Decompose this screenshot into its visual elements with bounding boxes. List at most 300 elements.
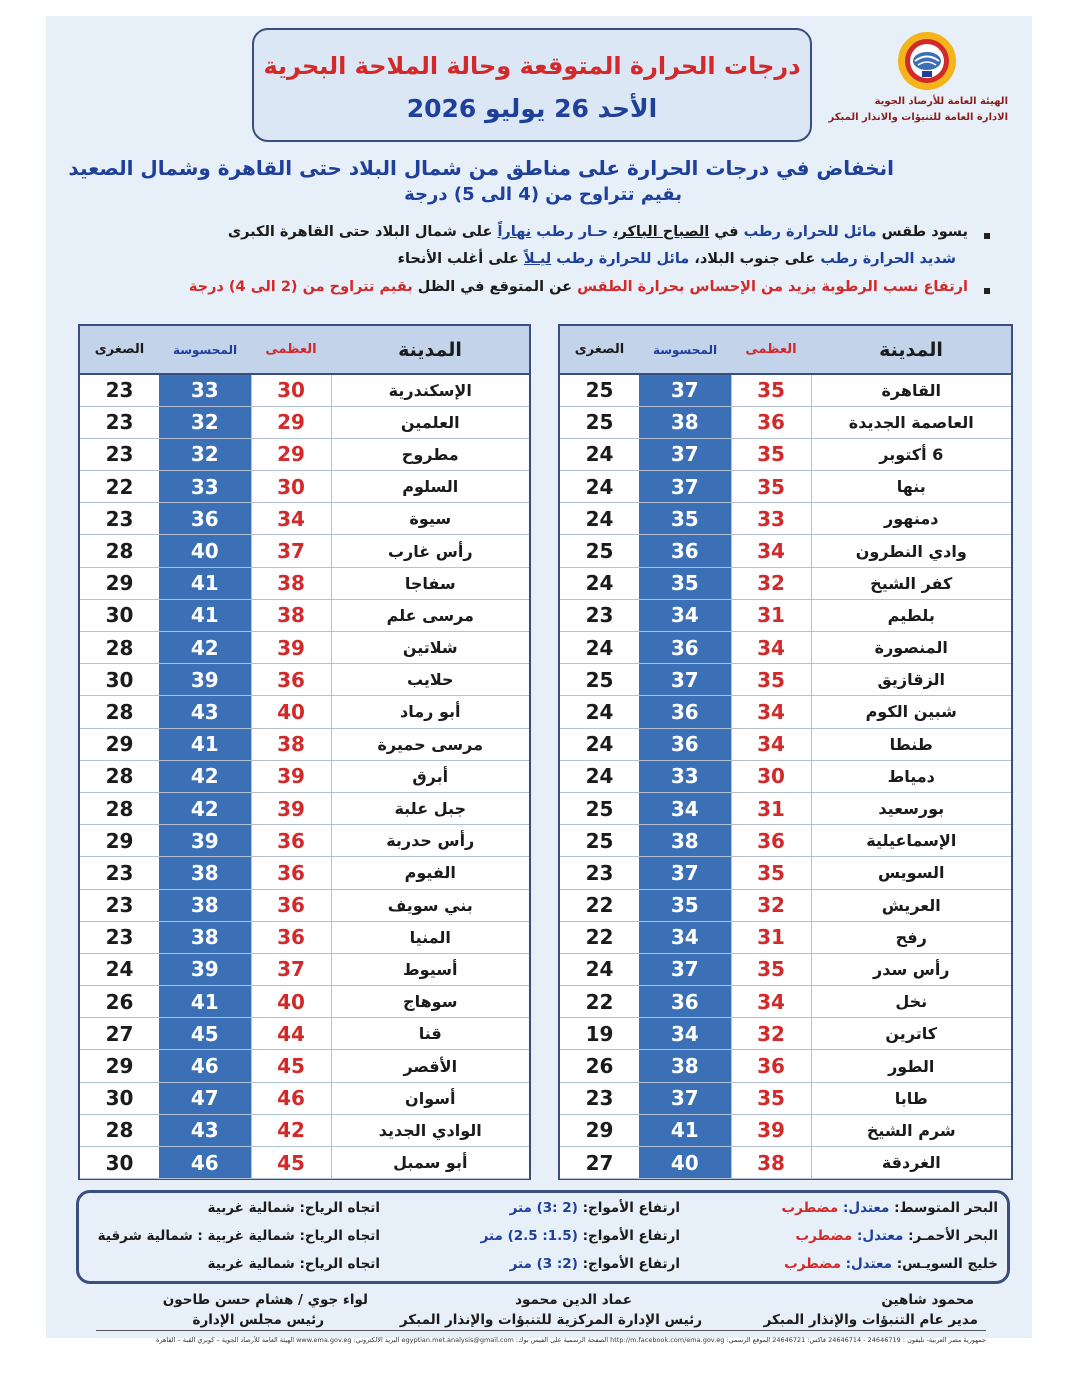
min-temp-cell: 24 [560, 503, 639, 535]
max-temp-cell: 33 [731, 503, 811, 535]
temperature-table-left [78, 324, 531, 1180]
max-temp-cell: 36 [251, 857, 331, 889]
max-temp-cell: 31 [731, 599, 811, 631]
feels-like-cell: 35 [639, 567, 731, 599]
min-temp-cell: 24 [560, 567, 639, 599]
city-cell: المنصورة [811, 632, 1011, 664]
table-row [80, 1114, 529, 1146]
min-temp-cell: 29 [560, 1114, 639, 1146]
footer-divider [96, 1330, 986, 1331]
min-temp-cell: 28 [80, 760, 159, 792]
min-temp-cell: 25 [560, 374, 639, 406]
sea-state: معتدل: [856, 1228, 904, 1244]
feels-like-cell: 36 [159, 503, 251, 535]
bullet-text: في [714, 224, 739, 240]
bullet-marker-2 [984, 288, 990, 294]
max-temp-cell: 36 [251, 825, 331, 857]
table-row [80, 471, 529, 503]
min-temp-cell: 24 [560, 760, 639, 792]
min-temp-cell: 23 [80, 503, 159, 535]
city-cell: أسوان [331, 1082, 529, 1114]
min-temp-cell: 27 [80, 1018, 159, 1050]
waves-unit: متر [509, 1200, 532, 1216]
waves-value: (2 :3) [536, 1200, 578, 1216]
min-temp-cell: 24 [560, 471, 639, 503]
table-row [560, 825, 1011, 857]
table-row [80, 599, 529, 631]
feels-like-cell: 32 [159, 438, 251, 470]
bullet-text: على جنوب البلاد، [694, 251, 816, 267]
feels-like-cell: 38 [639, 406, 731, 438]
feels-like-cell: 40 [159, 535, 251, 567]
city-cell: بلطيم [811, 599, 1011, 631]
max-temp-cell: 31 [731, 792, 811, 824]
max-temp-cell: 42 [251, 1114, 331, 1146]
max-temp-cell: 46 [251, 1082, 331, 1114]
max-temp-cell: 34 [731, 535, 811, 567]
city-cell: رفح [811, 921, 1011, 953]
feels-like-cell: 43 [159, 696, 251, 728]
sea-state: معتدل: [845, 1256, 893, 1272]
table-row [560, 1082, 1011, 1114]
city-cell: حلايب [331, 664, 529, 696]
table-row [80, 953, 529, 985]
max-temp-cell: 37 [251, 953, 331, 985]
feels-like-cell: 42 [159, 760, 251, 792]
sea-row-segment [208, 1256, 380, 1272]
table-row [560, 986, 1011, 1018]
min-temp-cell: 29 [80, 728, 159, 760]
table-row [80, 664, 529, 696]
table-row [560, 664, 1011, 696]
city-cell: الوادي الجديد [331, 1114, 529, 1146]
city-cell: السلوم [331, 471, 529, 503]
feels-like-cell: 37 [639, 374, 731, 406]
feels-like-cell: 38 [639, 825, 731, 857]
signature-3-title: رئيس مجلس الإدارة [192, 1312, 324, 1328]
max-temp-cell: 40 [251, 696, 331, 728]
max-temp-cell: 45 [251, 1147, 331, 1179]
sea-row-segment [98, 1228, 380, 1244]
waves-unit: متر [509, 1256, 532, 1272]
city-cell: أبو سمبل [331, 1147, 529, 1179]
col-header-feel: المحسوسة [639, 326, 731, 374]
footer-contact: جمهورية مصر العربية- تليفون : 24646719 - 24646714 فاكس: 24646721 الموقع الرسمي: http://m.facebook.com/ema.gov.eg الصفحة الرسمية على الفيس بوك: egyptian.met.analysis@gmail.com البريد الالكتروني: www.ema.gov.eg الهيئة العامة للأرصاد الجوية – كوبري القبة – القاهرة [155, 1336, 986, 1344]
signature-1-title: مدير عام التنبؤات والإنذار المبكر [763, 1312, 978, 1328]
table-row [80, 696, 529, 728]
bullet-text: الصباح الباكر، [612, 224, 710, 240]
wind-direction: شمالية غربية [207, 1200, 295, 1216]
col-header-city: المدينة [811, 326, 1011, 374]
bullet-text: بقيم تتراوح من (2 الى 4) درجة [188, 279, 413, 295]
table-row [80, 986, 529, 1018]
waves-value: (2: 3) [536, 1256, 578, 1272]
feels-like-cell: 34 [639, 792, 731, 824]
city-cell: الإسماعيلية [811, 825, 1011, 857]
city-cell: مطروح [331, 438, 529, 470]
max-temp-cell: 29 [251, 406, 331, 438]
max-temp-cell: 34 [731, 986, 811, 1018]
table-row [560, 406, 1011, 438]
feels-like-cell: 46 [159, 1050, 251, 1082]
city-cell: أبرق [331, 760, 529, 792]
feels-like-cell: 36 [639, 986, 731, 1018]
col-header-min: الصغرى [80, 326, 159, 374]
min-temp-cell: 29 [80, 825, 159, 857]
feels-like-cell: 35 [639, 889, 731, 921]
feels-like-cell: 34 [639, 599, 731, 631]
table-row [560, 1114, 1011, 1146]
min-temp-cell: 24 [80, 953, 159, 985]
table-body-left [80, 374, 529, 1179]
table-row [80, 632, 529, 664]
city-cell: شرم الشيخ [811, 1114, 1011, 1146]
min-temp-cell: 24 [560, 696, 639, 728]
table-header-row [80, 326, 529, 374]
max-temp-cell: 35 [731, 664, 811, 696]
max-temp-cell: 32 [731, 1018, 811, 1050]
headline-line1: انخفاض في درجات الحرارة على مناطق من شمال البلاد حتى القاهرة وشمال الصعيد [68, 156, 894, 180]
min-temp-cell: 23 [80, 374, 159, 406]
min-temp-cell: 23 [560, 599, 639, 631]
max-temp-cell: 32 [731, 889, 811, 921]
max-temp-cell: 34 [731, 632, 811, 664]
table-row [80, 406, 529, 438]
wind-label: اتجاه الرياح: [299, 1256, 380, 1272]
sea-name: البحر المتوسط: [894, 1200, 998, 1216]
max-temp-cell: 34 [731, 696, 811, 728]
sea-state-alt: مضطرب [784, 1256, 841, 1272]
signature-2-title: رئيس الإدارة المركزية للتنبؤات والإنذار المبكر [399, 1312, 702, 1328]
max-temp-cell: 38 [251, 599, 331, 631]
bullet-text: ارتفاع نسب الرطوبة يزيد من الإحساس بحرارة الطقس [577, 279, 968, 295]
sea-row-segment [510, 1200, 680, 1216]
bullet-text: مائل للحرارة رطب [556, 251, 690, 267]
feels-like-cell: 36 [639, 696, 731, 728]
bullet-text: مائل للحرارة رطب [743, 224, 877, 240]
table-row [80, 438, 529, 470]
min-temp-cell: 28 [80, 792, 159, 824]
table-row [560, 632, 1011, 664]
feels-like-cell: 34 [639, 1018, 731, 1050]
city-cell: سيوة [331, 503, 529, 535]
feels-like-cell: 42 [159, 792, 251, 824]
min-temp-cell: 25 [560, 792, 639, 824]
feels-like-cell: 38 [159, 889, 251, 921]
min-temp-cell: 30 [80, 599, 159, 631]
feels-like-cell: 37 [639, 471, 731, 503]
feels-like-cell: 36 [639, 535, 731, 567]
city-cell: المنيا [331, 921, 529, 953]
city-cell: القاهرة [811, 374, 1011, 406]
city-cell: بنها [811, 471, 1011, 503]
wind-label: اتجاه الرياح: [299, 1200, 380, 1216]
city-cell: كفر الشيخ [811, 567, 1011, 599]
sea-name: خليج السويـس: [896, 1256, 998, 1272]
col-header-min: الصغرى [560, 326, 639, 374]
min-temp-cell: 23 [80, 889, 159, 921]
max-temp-cell: 30 [731, 760, 811, 792]
city-cell: الطور [811, 1050, 1011, 1082]
max-temp-cell: 29 [251, 438, 331, 470]
max-temp-cell: 38 [251, 567, 331, 599]
min-temp-cell: 29 [80, 1050, 159, 1082]
col-header-feel: المحسوسة [159, 326, 251, 374]
city-cell: أسيوط [331, 953, 529, 985]
feels-like-cell: 40 [639, 1147, 731, 1179]
sea-row-segment [208, 1200, 380, 1216]
feels-like-cell: 39 [159, 664, 251, 696]
bullet-2 [189, 279, 968, 295]
city-cell: الفيوم [331, 857, 529, 889]
min-temp-cell: 25 [560, 535, 639, 567]
max-temp-cell: 45 [251, 1050, 331, 1082]
table-row [560, 1018, 1011, 1050]
feels-like-cell: 38 [159, 857, 251, 889]
table-row [560, 374, 1011, 406]
table-row [560, 535, 1011, 567]
max-temp-cell: 37 [251, 535, 331, 567]
city-cell: سوهاج [331, 986, 529, 1018]
max-temp-cell: 36 [251, 921, 331, 953]
table-row [80, 1147, 529, 1179]
sea-name: البحر الأحمـر: [908, 1228, 998, 1244]
table-row [560, 760, 1011, 792]
city-cell: نخل [811, 986, 1011, 1018]
min-temp-cell: 24 [560, 632, 639, 664]
feels-like-cell: 35 [639, 503, 731, 535]
max-temp-cell: 39 [731, 1114, 811, 1146]
min-temp-cell: 28 [80, 632, 159, 664]
col-header-max: العظمى [251, 326, 331, 374]
sea-row-segment [510, 1256, 680, 1272]
table-row [80, 857, 529, 889]
table-row [560, 567, 1011, 599]
city-cell: شلاتين [331, 632, 529, 664]
table-row [560, 471, 1011, 503]
max-temp-cell: 35 [731, 471, 811, 503]
min-temp-cell: 28 [80, 696, 159, 728]
city-cell: مرسى علم [331, 599, 529, 631]
max-temp-cell: 30 [251, 471, 331, 503]
feels-like-cell: 32 [159, 406, 251, 438]
city-cell: أبو رماد [331, 696, 529, 728]
max-temp-cell: 31 [731, 921, 811, 953]
table-row [560, 599, 1011, 631]
city-cell: بني سويف [331, 889, 529, 921]
max-temp-cell: 39 [251, 632, 331, 664]
table-row [560, 696, 1011, 728]
table-row [560, 1147, 1011, 1179]
feels-like-cell: 38 [159, 921, 251, 953]
max-temp-cell: 36 [251, 664, 331, 696]
city-cell: الغردقة [811, 1147, 1011, 1179]
city-cell: رأس غارب [331, 535, 529, 567]
city-cell: الإسكندرية [331, 374, 529, 406]
max-temp-cell: 34 [731, 728, 811, 760]
table-row [80, 374, 529, 406]
table-row [560, 953, 1011, 985]
min-temp-cell: 28 [80, 535, 159, 567]
feels-like-cell: 37 [639, 1082, 731, 1114]
max-temp-cell: 35 [731, 857, 811, 889]
table-row [80, 825, 529, 857]
min-temp-cell: 22 [560, 921, 639, 953]
wind-direction: شمالية غربية : شمالية شرقية [97, 1228, 295, 1244]
min-temp-cell: 23 [80, 921, 159, 953]
table-row [80, 1018, 529, 1050]
org-department: الادارة العامة للتنبؤات والانذار المبكر [828, 112, 1008, 123]
table-row [80, 535, 529, 567]
min-temp-cell: 24 [560, 438, 639, 470]
waves-value: (1.5: 2.5) [507, 1228, 578, 1244]
city-cell: بورسعيد [811, 792, 1011, 824]
feels-like-cell: 36 [639, 728, 731, 760]
feels-like-cell: 42 [159, 632, 251, 664]
sea-state-alt: مضطرب [795, 1228, 853, 1244]
city-cell: العاصمة الجديدة [811, 406, 1011, 438]
headline-line2: بقيم تتراوح من (4 الى 5) درجة [404, 184, 682, 205]
title-box [252, 28, 812, 142]
max-temp-cell: 36 [731, 1050, 811, 1082]
max-temp-cell: 34 [251, 503, 331, 535]
ema-emblem-icon [896, 30, 958, 92]
min-temp-cell: 30 [80, 1147, 159, 1179]
min-temp-cell: 30 [80, 1082, 159, 1114]
feels-like-cell: 38 [639, 1050, 731, 1082]
min-temp-cell: 29 [80, 567, 159, 599]
table-row [80, 728, 529, 760]
feels-like-cell: 47 [159, 1082, 251, 1114]
wind-direction: شمالية غربية [207, 1256, 295, 1272]
max-temp-cell: 40 [251, 986, 331, 1018]
city-cell: 6 أكتوبر [811, 438, 1011, 470]
max-temp-cell: 44 [251, 1018, 331, 1050]
max-temp-cell: 36 [731, 406, 811, 438]
forecast-date: الأحد 26 يوليو 2026 [406, 94, 658, 123]
bullet-marker-1 [984, 233, 990, 239]
sea-state: معتدل: [843, 1200, 890, 1216]
min-temp-cell: 30 [80, 664, 159, 696]
sea-row-segment [481, 1228, 680, 1244]
bullet-1-line1 [228, 224, 968, 240]
signature-3-name: لواء جوي / هشام حسن طاحون [162, 1292, 368, 1308]
max-temp-cell: 35 [731, 438, 811, 470]
table-row [560, 728, 1011, 760]
bullet-text: ليـلاً [523, 251, 552, 267]
city-cell: جبل علبة [331, 792, 529, 824]
table-row [80, 1082, 529, 1114]
feels-like-cell: 46 [159, 1147, 251, 1179]
table-row [560, 792, 1011, 824]
table-row [80, 503, 529, 535]
feels-like-cell: 41 [159, 599, 251, 631]
feels-like-cell: 37 [639, 664, 731, 696]
table-row [80, 889, 529, 921]
feels-like-cell: 43 [159, 1114, 251, 1146]
table-body-right [560, 374, 1011, 1179]
bullet-text: عن المتوقع في الظل [417, 279, 573, 295]
temperature-table-right [558, 324, 1013, 1180]
city-cell: رأس سدر [811, 953, 1011, 985]
min-temp-cell: 28 [80, 1114, 159, 1146]
max-temp-cell: 36 [251, 889, 331, 921]
max-temp-cell: 35 [731, 374, 811, 406]
city-cell: طنطا [811, 728, 1011, 760]
min-temp-cell: 26 [560, 1050, 639, 1082]
feels-like-cell: 33 [159, 471, 251, 503]
bullet-1-line2 [398, 251, 956, 267]
feels-like-cell: 41 [639, 1114, 731, 1146]
table-row [560, 857, 1011, 889]
max-temp-cell: 32 [731, 567, 811, 599]
table-left [80, 326, 529, 1179]
max-temp-cell: 35 [731, 1082, 811, 1114]
feels-like-cell: 37 [639, 438, 731, 470]
city-cell: الزقازيق [811, 664, 1011, 696]
min-temp-cell: 22 [80, 471, 159, 503]
table-row [560, 921, 1011, 953]
table-right [560, 326, 1011, 1179]
city-cell: العريش [811, 889, 1011, 921]
city-cell: قنا [331, 1018, 529, 1050]
city-cell: كاترين [811, 1018, 1011, 1050]
feels-like-cell: 37 [639, 953, 731, 985]
feels-like-cell: 41 [159, 728, 251, 760]
max-temp-cell: 36 [731, 825, 811, 857]
table-row [80, 567, 529, 599]
min-temp-cell: 22 [560, 889, 639, 921]
min-temp-cell: 25 [560, 825, 639, 857]
org-name: الهيئة العامة للأرصاد الجوية [874, 96, 1008, 107]
city-cell: طابا [811, 1082, 1011, 1114]
city-cell: وادي النطرون [811, 535, 1011, 567]
feels-like-cell: 36 [639, 632, 731, 664]
sea-row-segment [796, 1228, 999, 1244]
city-cell: الأقصر [331, 1050, 529, 1082]
city-cell: دمنهور [811, 503, 1011, 535]
min-temp-cell: 23 [80, 857, 159, 889]
feels-like-cell: 33 [159, 374, 251, 406]
min-temp-cell: 23 [560, 857, 639, 889]
feels-like-cell: 41 [159, 986, 251, 1018]
bullet-text: على أغلب الأنحاء [397, 251, 519, 267]
min-temp-cell: 27 [560, 1147, 639, 1179]
waves-unit: متر [480, 1228, 503, 1244]
min-temp-cell: 23 [80, 406, 159, 438]
sea-row-segment [782, 1200, 998, 1216]
city-cell: السويس [811, 857, 1011, 889]
max-temp-cell: 30 [251, 374, 331, 406]
min-temp-cell: 25 [560, 406, 639, 438]
table-row [560, 1050, 1011, 1082]
waves-label: ارتفاع الأمواج: [582, 1228, 680, 1244]
max-temp-cell: 39 [251, 760, 331, 792]
city-cell: رأس حدربة [331, 825, 529, 857]
min-temp-cell: 23 [80, 438, 159, 470]
feels-like-cell: 39 [159, 825, 251, 857]
col-header-city: المدينة [331, 326, 529, 374]
min-temp-cell: 24 [560, 728, 639, 760]
org-logo [830, 30, 1020, 140]
feels-like-cell: 45 [159, 1018, 251, 1050]
signature-2-name: عماد الدين محمود [515, 1292, 632, 1308]
max-temp-cell: 38 [731, 1147, 811, 1179]
sea-state-alt: مضطرب [781, 1200, 839, 1216]
table-row [560, 438, 1011, 470]
waves-label: ارتفاع الأمواج: [582, 1200, 680, 1216]
feels-like-cell: 37 [639, 857, 731, 889]
